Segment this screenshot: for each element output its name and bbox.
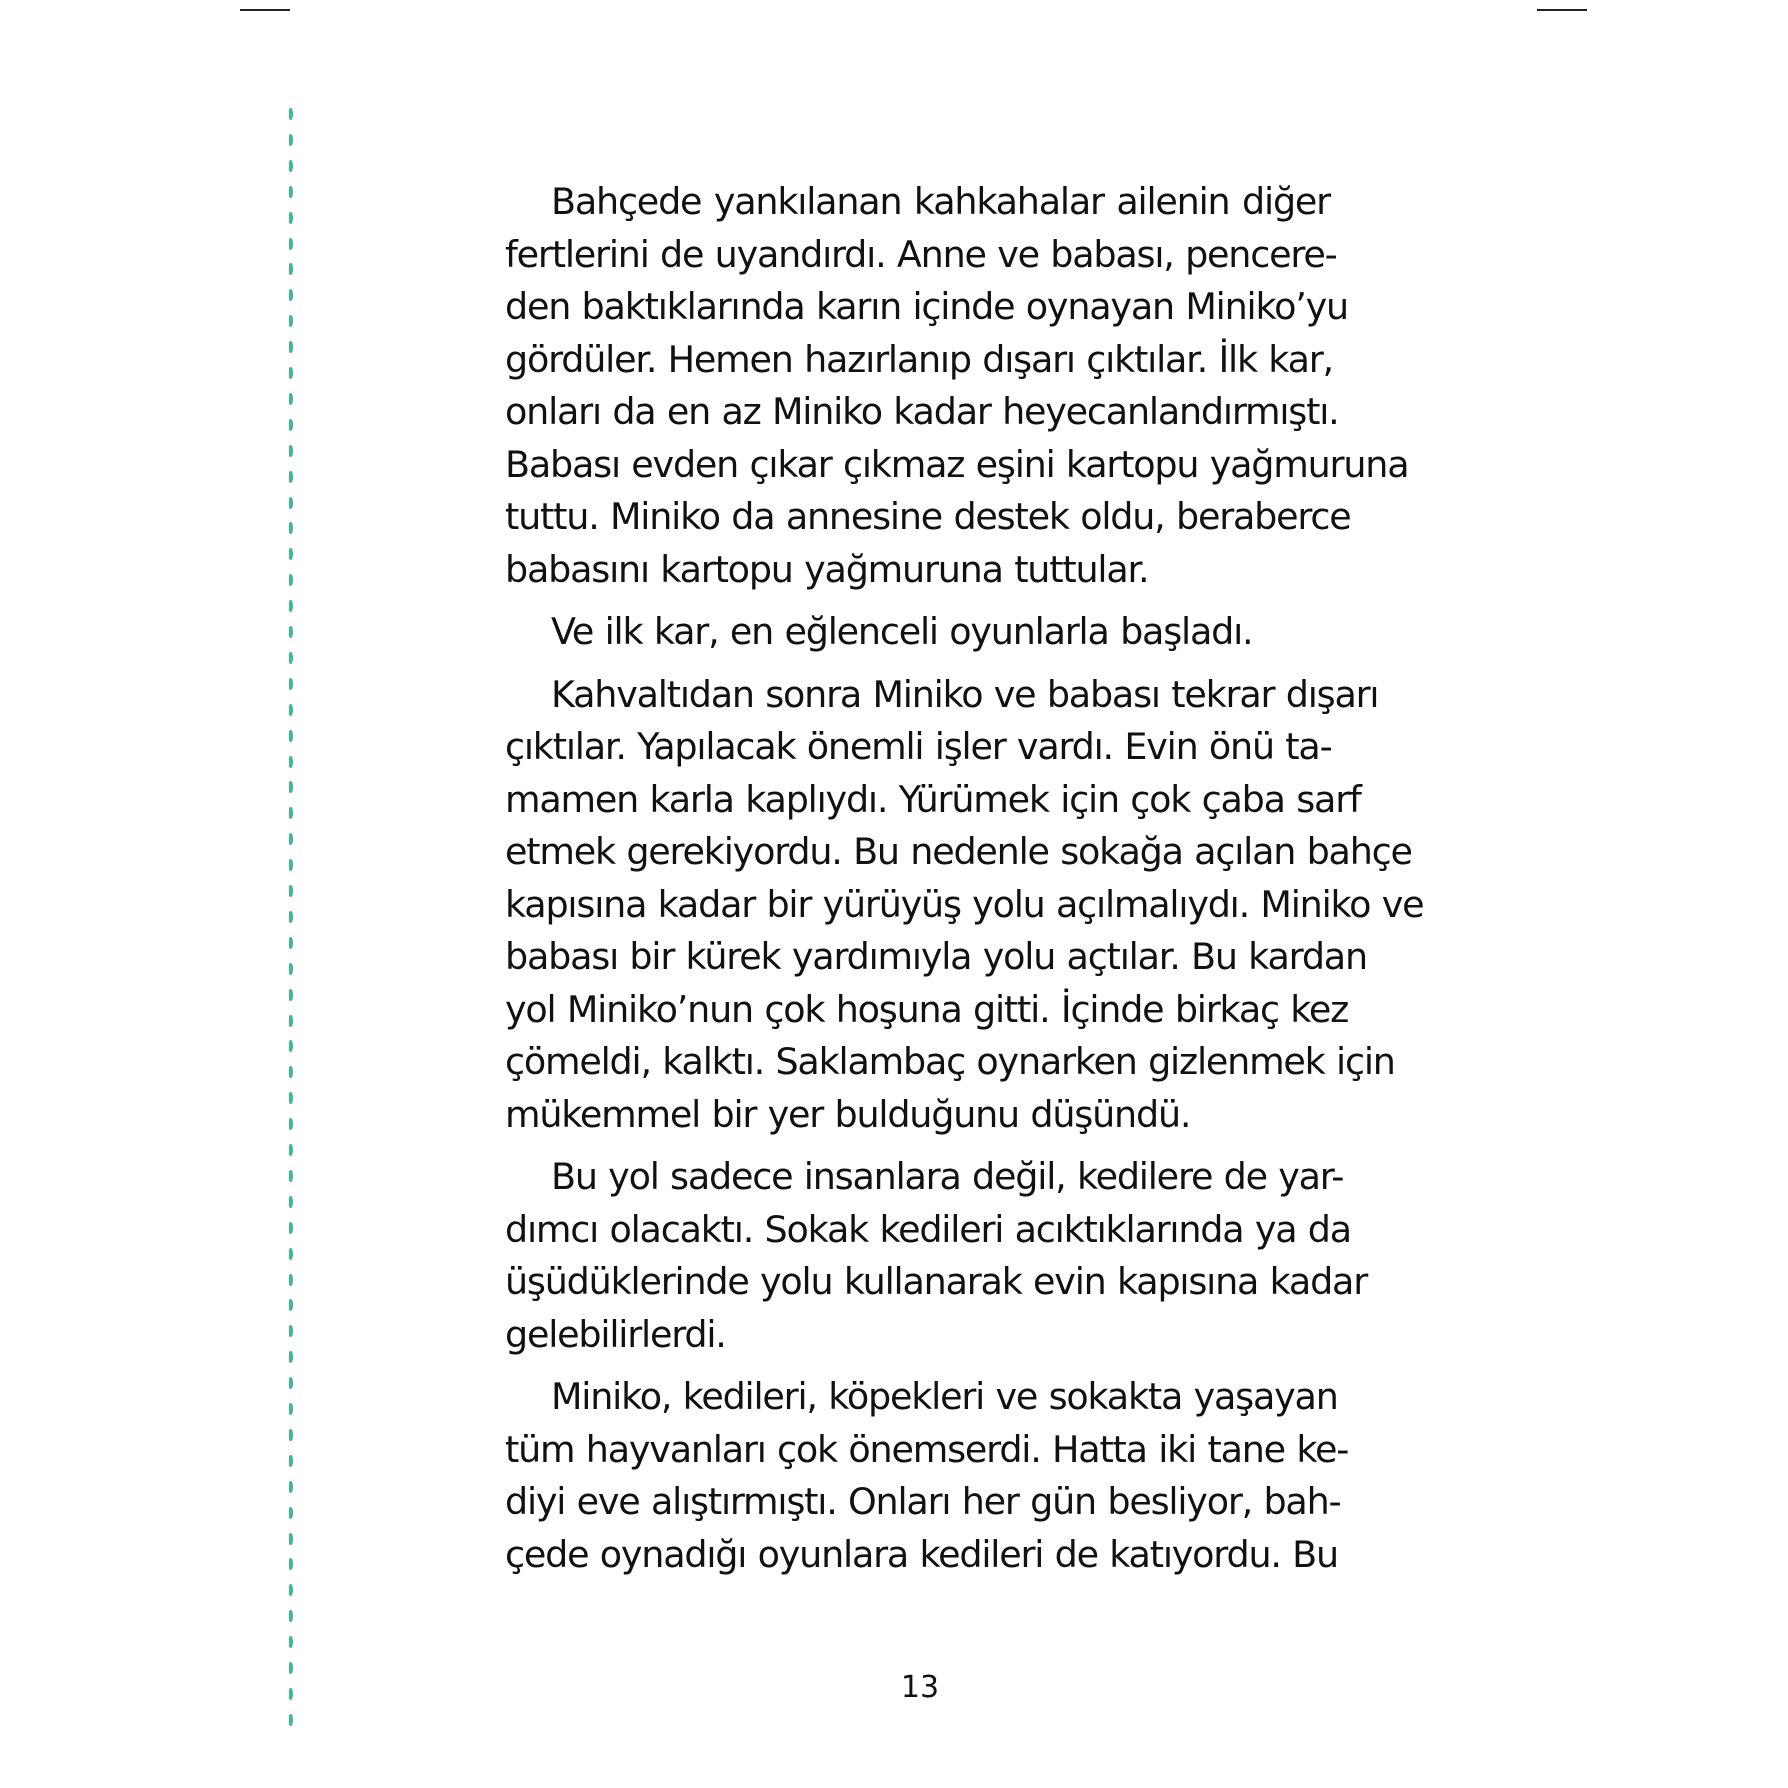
paragraph	[505, 606, 1330, 659]
dash-mark	[289, 471, 293, 483]
decorative-dashed-margin-line	[289, 108, 295, 1728]
dash-mark	[289, 1196, 293, 1208]
text-line: yol Miniko’nun çok hoşuna gitti. İçinde birkaç kez	[505, 987, 1349, 1031]
dash-mark	[289, 859, 293, 871]
dash-mark	[289, 989, 293, 1001]
dash-mark	[289, 393, 293, 405]
dash-mark	[289, 341, 293, 353]
dash-mark	[289, 419, 293, 431]
text-line: Kahvaltıdan sonra Miniko ve babası tekrar dışarı	[551, 672, 1379, 716]
dash-mark	[289, 756, 293, 768]
dash-mark	[289, 937, 293, 949]
text-line: babasını kartopu yağmuruna tuttular.	[505, 547, 1149, 591]
dash-mark	[289, 1274, 293, 1286]
dash-mark	[289, 1455, 293, 1467]
text-line: üşüdüklerinde yolu kullanarak evin kapısına kadar	[505, 1260, 1368, 1303]
dash-mark	[289, 885, 293, 897]
text-line: Bahçede yankılanan kahkahalar ailenin diğer	[551, 180, 1330, 223]
dash-mark	[289, 678, 293, 690]
dash-mark	[289, 1325, 293, 1337]
dash-mark	[289, 911, 293, 923]
dash-mark	[289, 134, 293, 146]
text-line: gelebilirlerdi.	[505, 1312, 726, 1356]
page-number: 13	[900, 1670, 940, 1705]
text-line: Babası evden çıkar çıkmaz eşini kartopu yağmuruna	[505, 442, 1409, 486]
dash-mark	[289, 108, 293, 120]
dash-mark	[289, 1377, 293, 1389]
text-line: tüm hayvanları çok önemserdi. Hatta iki tane ke-	[505, 1427, 1349, 1471]
dash-mark	[289, 626, 293, 638]
dash-mark	[289, 600, 293, 612]
text-line: Ve ilk kar, en eğlenceli oyunlarla başladı.	[551, 610, 1253, 653]
dash-mark	[289, 1118, 293, 1130]
dash-mark	[289, 807, 293, 819]
dash-mark	[289, 548, 293, 560]
dash-mark	[289, 522, 293, 534]
dash-mark	[289, 212, 293, 224]
dash-mark	[289, 1610, 293, 1622]
dash-mark	[289, 730, 293, 742]
text-line: mamen karla kaplıydı. Yürümek için çok çaba sarf	[505, 777, 1361, 821]
dash-mark	[289, 652, 293, 664]
dash-mark	[289, 1351, 293, 1363]
dash-mark	[289, 445, 293, 457]
dash-mark	[289, 238, 293, 250]
dash-mark	[289, 833, 293, 845]
dash-mark	[289, 1636, 293, 1648]
dash-mark	[289, 160, 293, 172]
dash-mark	[289, 1584, 293, 1596]
dash-mark	[289, 1481, 293, 1493]
text-line: Bu yol sadece insanlara değil, kedilere de yar-	[551, 1155, 1344, 1198]
dash-mark	[289, 367, 293, 379]
text-line: dımcı olacaktı. Sokak kedileri acıktıklarında ya da	[505, 1207, 1351, 1251]
paragraph	[505, 1371, 1349, 1581]
text-line: den baktıklarında karın içinde oynayan Miniko’yu	[505, 285, 1348, 328]
text-line: mükemmel bir yer bulduğunu düşündü.	[505, 1092, 1191, 1136]
dash-mark	[289, 497, 293, 509]
dash-mark	[289, 263, 293, 275]
text-line: onları da en az Miniko kadar heyecanlandırmıştı.	[505, 390, 1339, 433]
dash-mark	[289, 1040, 293, 1052]
dash-mark	[289, 1222, 293, 1234]
dash-mark	[289, 186, 293, 198]
paragraph	[505, 176, 1409, 596]
dash-mark	[289, 1248, 293, 1260]
dash-mark	[289, 1429, 293, 1441]
dash-mark	[289, 1507, 293, 1519]
dash-mark	[289, 1170, 293, 1182]
dash-mark	[289, 1403, 293, 1415]
text-line: fertlerini de uyandırdı. Anne ve babası, pencere-	[505, 232, 1337, 276]
body-text	[505, 176, 1424, 1591]
dash-mark	[289, 704, 293, 716]
dash-mark	[289, 1533, 293, 1545]
dash-mark	[289, 781, 293, 793]
text-line: çede oynadığı oyunlara kedileri de katıyordu. Bu	[505, 1532, 1338, 1576]
text-line: çömeldi, kalktı. Saklambaç oynarken gizlenmek için	[505, 1040, 1395, 1083]
text-line: kapısına kadar bir yürüyüş yolu açılmalıydı. Miniko ve	[505, 882, 1424, 926]
dash-mark	[289, 315, 293, 327]
text-line: tuttu. Miniko da annesine destek oldu, beraberce	[505, 495, 1351, 538]
dash-mark	[289, 574, 293, 586]
dash-mark	[289, 1299, 293, 1311]
text-line: diyi eve alıştırmıştı. Onları her gün besliyor, bah-	[505, 1480, 1341, 1523]
crop-mark-left	[240, 9, 290, 11]
dash-mark	[289, 1714, 293, 1726]
dash-mark	[289, 289, 293, 301]
dash-mark	[289, 1144, 293, 1156]
text-line: babası bir kürek yardımıyla yolu açtılar. Bu kardan	[505, 935, 1367, 978]
text-line: etmek gerekiyordu. Bu nedenle sokağa açılan bahçe	[505, 830, 1412, 873]
dash-mark	[289, 1092, 293, 1104]
dash-mark	[289, 1066, 293, 1078]
paragraph	[505, 1151, 1368, 1361]
paragraph	[505, 669, 1424, 1142]
text-line: Miniko, kedileri, köpekleri ve sokakta yaşayan	[551, 1375, 1338, 1418]
dash-mark	[289, 963, 293, 975]
crop-mark-right	[1537, 9, 1587, 11]
dash-mark	[289, 1015, 293, 1027]
text-line: gördüler. Hemen hazırlanıp dışarı çıktılar. İlk kar,	[505, 337, 1333, 381]
text-line: çıktılar. Yapılacak önemli işler vardı. Evin önü ta-	[505, 725, 1332, 768]
dash-mark	[289, 1558, 293, 1570]
